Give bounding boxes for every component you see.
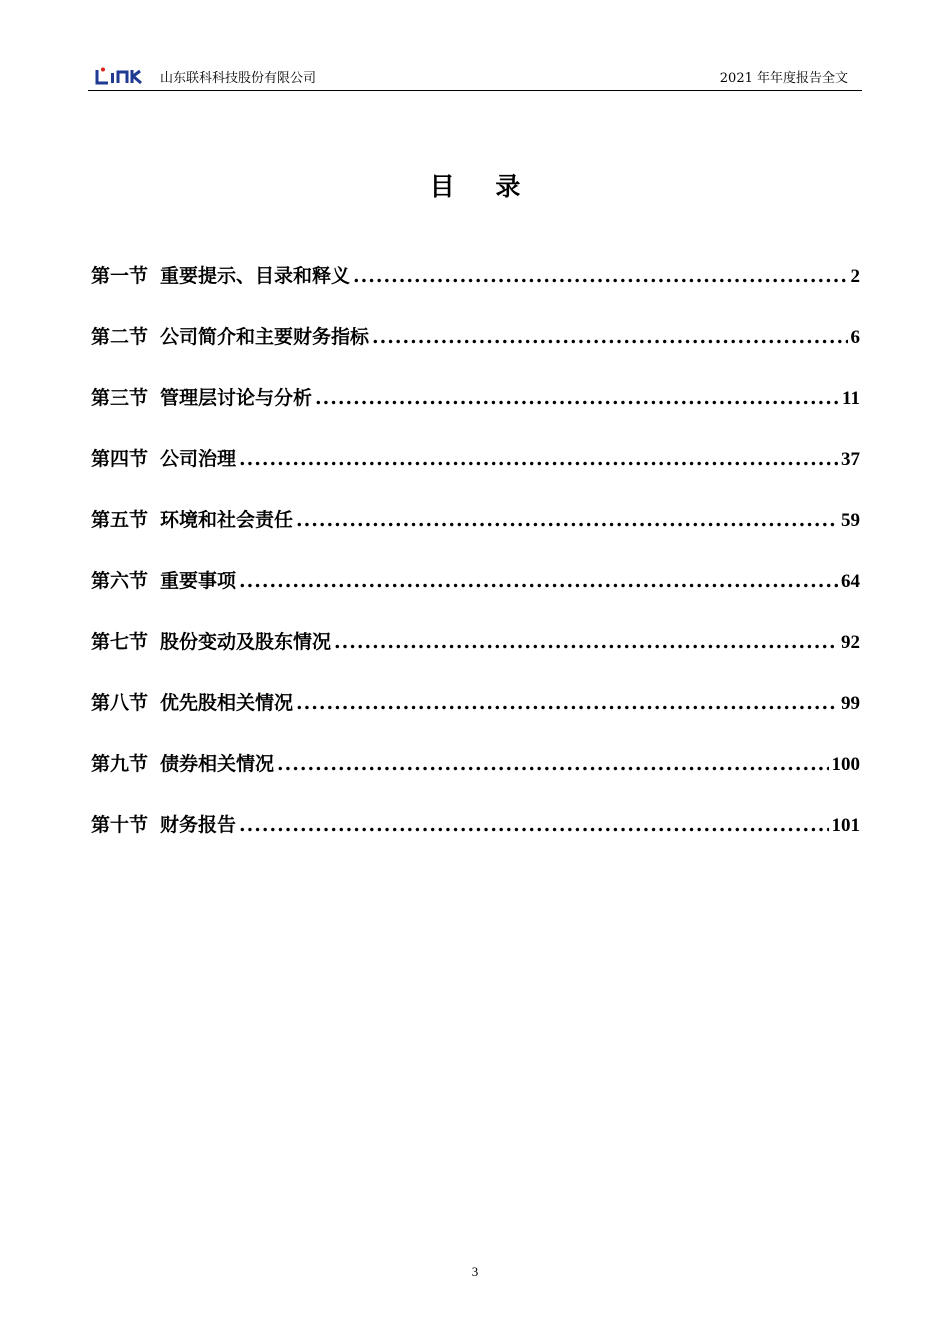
toc-entry-7[interactable] [91, 624, 860, 685]
toc-page-number: 6 [850, 327, 860, 348]
toc-page-number: 99 [841, 693, 860, 714]
toc-section-title: 股份变动及股东情况 [160, 631, 332, 653]
toc-dot-leader [296, 685, 838, 721]
toc-section-title: 管理层讨论与分析 [160, 387, 313, 409]
toc-dot-leader [372, 319, 847, 355]
toc-section-number: 第四节 [91, 448, 149, 470]
table-of-contents [91, 258, 860, 868]
toc-dot-leader [239, 807, 828, 843]
toc-dot-leader [277, 746, 828, 782]
report-title: 2021 年年度报告全文 [719, 71, 848, 86]
toc-entry-6[interactable] [91, 563, 860, 624]
toc-entry-3[interactable] [91, 380, 860, 441]
toc-page-number: 100 [831, 754, 860, 775]
toc-page-number: 92 [841, 632, 860, 653]
toc-entry-2[interactable] [91, 319, 860, 380]
toc-entry-4[interactable] [91, 441, 860, 502]
page-header [88, 64, 862, 91]
toc-dot-leader [239, 441, 838, 477]
toc-entry-9[interactable] [91, 746, 860, 807]
toc-page-number: 59 [841, 510, 860, 531]
toc-section-title: 公司简介和主要财务指标 [160, 326, 370, 348]
page-number: 3 [471, 1264, 479, 1279]
company-name: 山东联科科技股份有限公司 [160, 71, 317, 86]
toc-dot-leader [239, 563, 838, 599]
toc-dot-leader [315, 380, 839, 416]
toc-section-title: 优先股相关情况 [160, 692, 294, 714]
toc-section-number: 第十节 [91, 814, 149, 836]
toc-section-title: 财务报告 [160, 814, 237, 836]
toc-section-number: 第一节 [91, 265, 149, 287]
toc-entry-10[interactable] [91, 807, 860, 868]
toc-section-number: 第二节 [91, 326, 149, 348]
toc-section-number: 第三节 [91, 387, 149, 409]
company-logo-icon [94, 66, 154, 86]
toc-page-number: 101 [831, 815, 860, 836]
toc-section-title: 重要提示、目录和释义 [160, 265, 351, 287]
toc-section-title: 债券相关情况 [160, 753, 275, 775]
toc-section-number: 第五节 [91, 509, 149, 531]
toc-page-number: 64 [841, 571, 860, 592]
toc-entry-8[interactable] [91, 685, 860, 746]
toc-section-number: 第七节 [91, 631, 149, 653]
toc-title: 目 录 [429, 172, 537, 201]
toc-page-number: 37 [841, 449, 860, 470]
toc-page-number: 2 [850, 266, 860, 287]
toc-page-number: 11 [842, 388, 860, 409]
toc-dot-leader [296, 502, 838, 538]
toc-entry-5[interactable] [91, 502, 860, 563]
toc-dot-leader [334, 624, 838, 660]
toc-section-title: 公司治理 [160, 448, 237, 470]
toc-section-number: 第六节 [91, 570, 149, 592]
toc-section-title: 重要事项 [160, 570, 237, 592]
toc-section-number: 第九节 [91, 753, 149, 775]
toc-entry-1[interactable] [91, 258, 860, 319]
toc-section-number: 第八节 [91, 692, 149, 714]
toc-section-title: 环境和社会责任 [160, 509, 294, 531]
toc-dot-leader [353, 258, 847, 294]
